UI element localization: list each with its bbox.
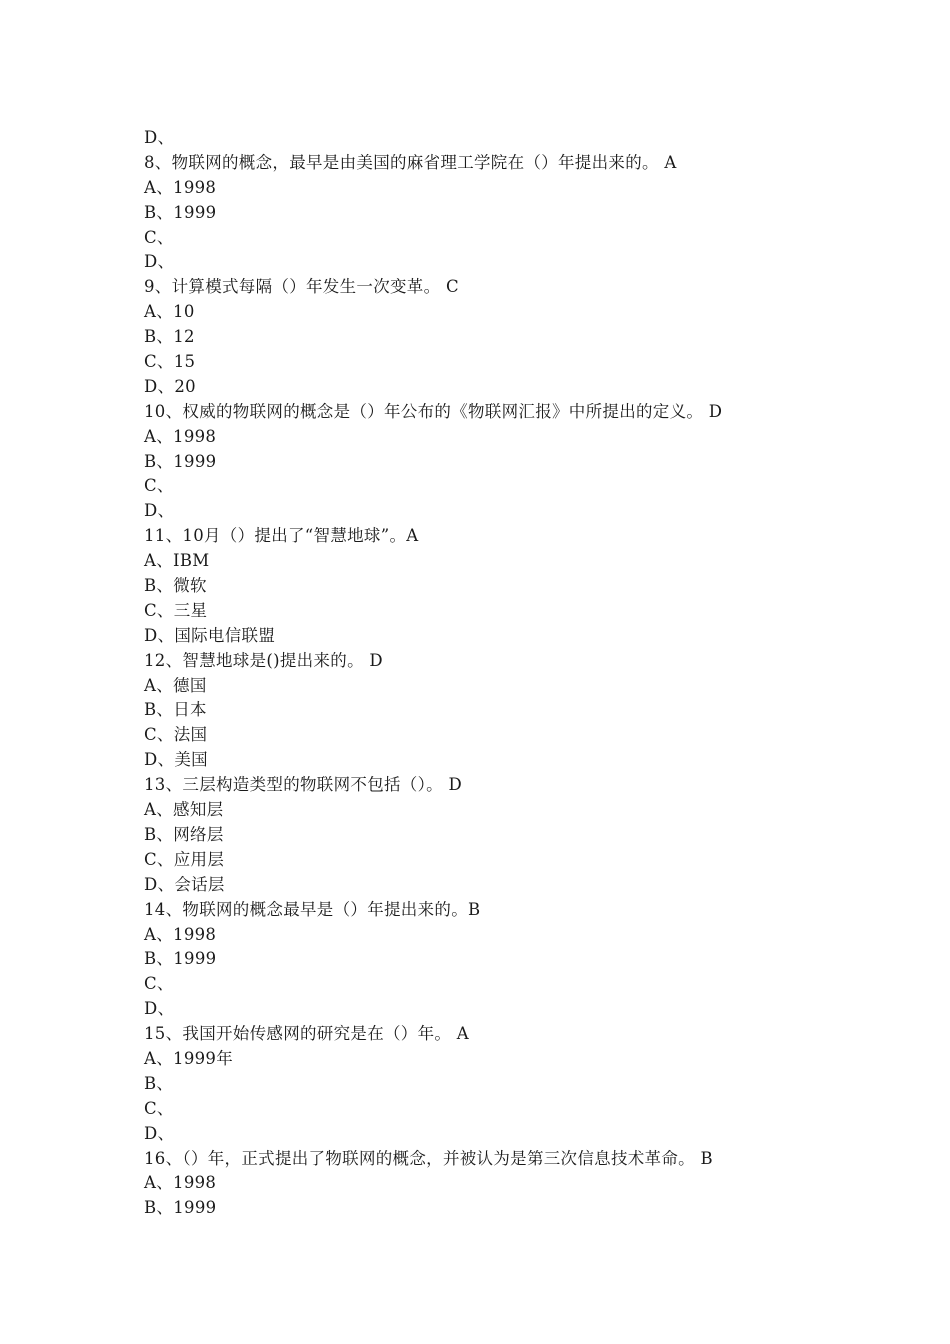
text-line: 10、权威的物联网的概念是（）年公布的《物联网汇报》中所提出的定义。 D <box>144 401 723 421</box>
text-line: A、10 <box>144 302 195 322</box>
text-line: B、1999 <box>144 202 217 222</box>
text-line: C、 <box>144 1098 174 1118</box>
text-line: C、15 <box>144 352 196 372</box>
text-line: A、感知层 <box>144 800 224 820</box>
text-line: 11、10月（）提出了“智慧地球”。A <box>144 526 419 546</box>
text-line: A、1998 <box>144 924 217 944</box>
text-line: B、日本 <box>144 700 207 720</box>
text-line: B、1999 <box>144 451 217 471</box>
text-line: B、 <box>144 1073 174 1093</box>
text-line: C、法国 <box>144 725 208 745</box>
text-line: C、 <box>144 227 174 247</box>
text-line: C、应用层 <box>144 849 225 869</box>
text-line: A、IBM <box>144 551 210 571</box>
text-line: A、1998 <box>144 177 217 197</box>
document-text-block <box>144 126 844 1221</box>
text-line: B、1999 <box>144 1198 217 1218</box>
text-line: B、12 <box>144 327 195 347</box>
text-line: D、会话层 <box>144 874 225 894</box>
text-line: A、1998 <box>144 1173 217 1193</box>
text-line: A、1998 <box>144 426 217 446</box>
text-line: B、1999 <box>144 949 217 969</box>
text-line: D、 <box>144 128 175 147</box>
text-line: D、 <box>144 999 175 1019</box>
text-line: A、1999年 <box>144 1048 234 1068</box>
text-line: A、德国 <box>144 675 207 695</box>
text-line: D、国际电信联盟 <box>144 625 276 645</box>
text-line: D、 <box>144 1123 175 1143</box>
text-line: 15、我国开始传感网的研究是在（）年。 A <box>144 1024 469 1044</box>
text-line: D、 <box>144 501 175 521</box>
text-line: 9、计算模式每隔（）年发生一次变革。 C <box>144 277 459 297</box>
text-line: C、 <box>144 476 174 496</box>
text-line: 8、物联网的概念，最早是由美国的麻省理工学院在（）年提出来的。 A <box>144 152 677 172</box>
text-line: D、 <box>144 252 175 272</box>
text-line: 16、（）年，正式提出了物联网的概念，并被认为是第三次信息技术革命。 B <box>144 1148 713 1168</box>
text-line: C、 <box>144 974 174 994</box>
text-line: D、20 <box>144 376 196 396</box>
text-line: 12、智慧地球是()提出来的。 D <box>144 650 383 670</box>
text-line: 14、物联网的概念最早是（）年提出来的。B <box>144 899 481 919</box>
text-line: D、美国 <box>144 750 208 770</box>
text-line: B、网络层 <box>144 824 224 844</box>
text-line: C、三星 <box>144 600 208 620</box>
text-line: B、微软 <box>144 576 207 596</box>
text-line: 13、三层构造类型的物联网不包括（）。 D <box>144 775 463 795</box>
